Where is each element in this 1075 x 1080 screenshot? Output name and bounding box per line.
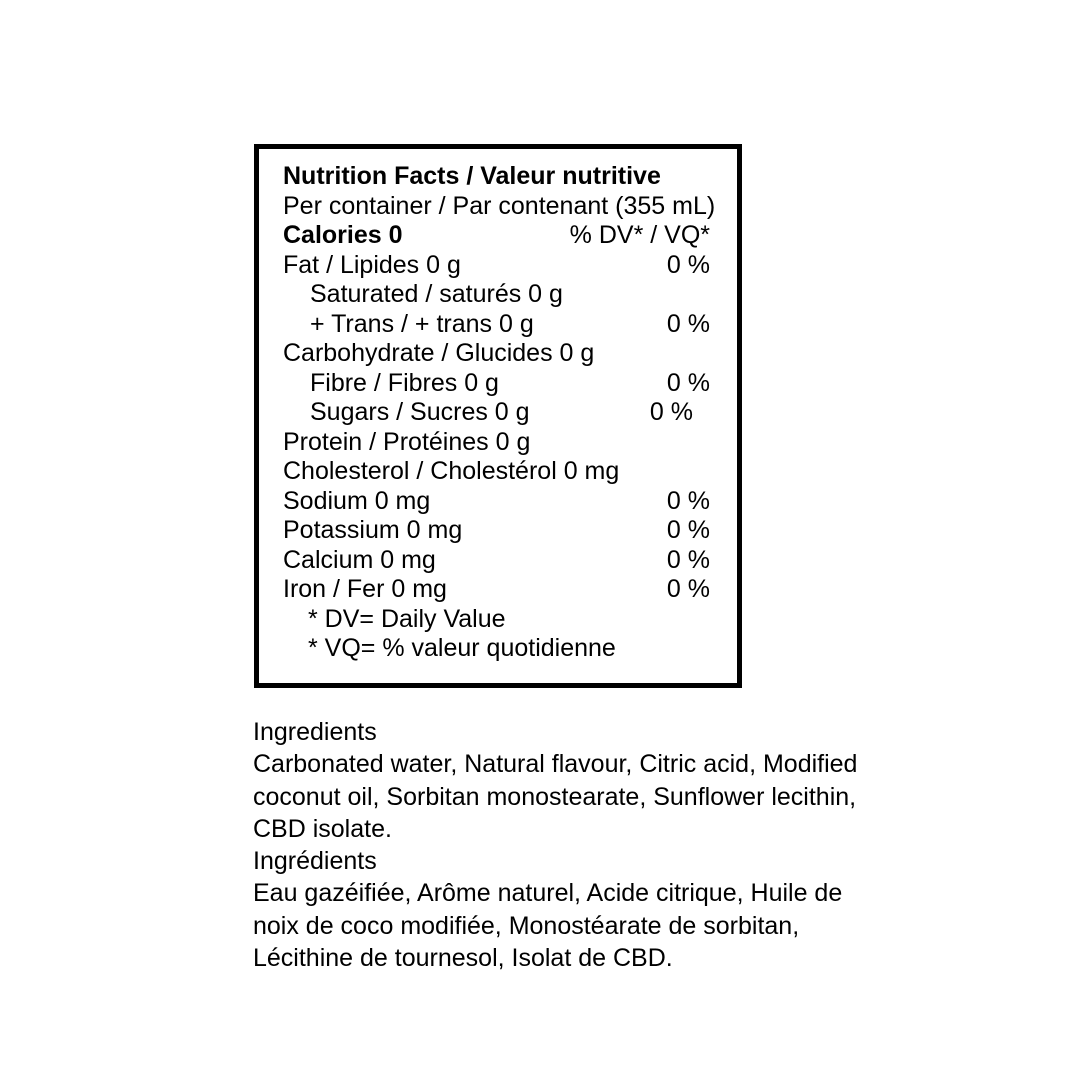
nutrition-row	[283, 428, 710, 458]
nutrition-row	[283, 487, 710, 517]
ingredients-line: Eau gazéifiée, Arôme naturel, Acide citrique, Huile de	[253, 879, 843, 908]
nutrition-row	[283, 280, 710, 310]
nutrient-label: Sodium 0 mg	[283, 486, 431, 515]
nutrient-label: + Trans / + trans 0 g	[310, 309, 534, 338]
ingredients-line: CBD isolate.	[253, 814, 392, 843]
nutrient-label: Sugars / Sucres 0 g	[310, 398, 530, 426]
nutrient-dv-value: 0 %	[666, 545, 710, 574]
nutrition-row	[283, 457, 710, 487]
ingredients-text-en	[253, 748, 913, 845]
ingredients-line: Carbonated water, Natural flavour, Citric acid, Modified	[253, 750, 858, 779]
nutrition-row	[283, 546, 710, 576]
nutrient-dv-value: 0 %	[666, 486, 710, 515]
footnote-line: * DV= Daily Value	[308, 604, 506, 633]
nutrition-row	[283, 310, 710, 340]
nutrient-label: Potassium 0 mg	[283, 516, 463, 544]
nutrient-label: Saturated / saturés 0 g	[310, 280, 563, 308]
ingredients-title-fr: Ingrédients	[253, 847, 377, 876]
nutrient-dv-value: 0 %	[649, 398, 693, 426]
ingredients-line: noix de coco modifiée, Monostéarate de sorbitan,	[253, 911, 800, 940]
daily-value-header: % DV* / VQ*	[569, 221, 710, 249]
nutrient-label: Fibre / Fibres 0 g	[310, 368, 499, 397]
nutrient-label: Carbohydrate / Glucides 0 g	[283, 339, 595, 367]
ingredients-text-fr	[253, 877, 913, 974]
nutrition-row	[283, 251, 710, 281]
serving-size-line: Per container / Par contenant (355 mL)	[283, 191, 716, 220]
nutrition-row	[283, 339, 710, 369]
ingredients-line: coconut oil, Sorbitan monostearate, Sunflower lecithin,	[253, 782, 857, 811]
nutrient-label: Fat / Lipides 0 g	[283, 250, 461, 279]
nutrient-label: Cholesterol / Cholestérol 0 mg	[283, 457, 620, 485]
nutrition-row	[283, 398, 710, 428]
nutrient-dv-value: 0 %	[666, 309, 710, 338]
nutrient-label: Calcium 0 mg	[283, 545, 436, 574]
nutrition-rows	[283, 251, 710, 605]
nutrition-facts-title: Nutrition Facts / Valeur nutritive	[283, 162, 661, 190]
ingredients-title-en: Ingredients	[253, 718, 377, 746]
nutrient-dv-value: 0 %	[666, 368, 710, 397]
nutrient-dv-value: 0 %	[666, 250, 710, 279]
nutrient-dv-value: 0 %	[666, 516, 710, 544]
ingredients-section	[253, 716, 913, 974]
nutrient-dv-value: 0 %	[666, 575, 710, 603]
calories-row	[283, 221, 710, 251]
nutrient-label: Iron / Fer 0 mg	[283, 575, 447, 603]
nutrition-row	[283, 369, 710, 399]
calories-label: Calories 0	[283, 221, 403, 249]
nutrition-facts-panel	[254, 144, 742, 688]
nutrient-label: Protein / Protéines 0 g	[283, 427, 531, 456]
nutrition-row	[283, 516, 710, 546]
footnotes	[283, 605, 710, 664]
ingredients-line: Lécithine de tournesol, Isolat de CBD.	[253, 944, 673, 973]
nutrition-row	[283, 575, 710, 605]
footnote-line: * VQ= % valeur quotidienne	[308, 634, 616, 662]
